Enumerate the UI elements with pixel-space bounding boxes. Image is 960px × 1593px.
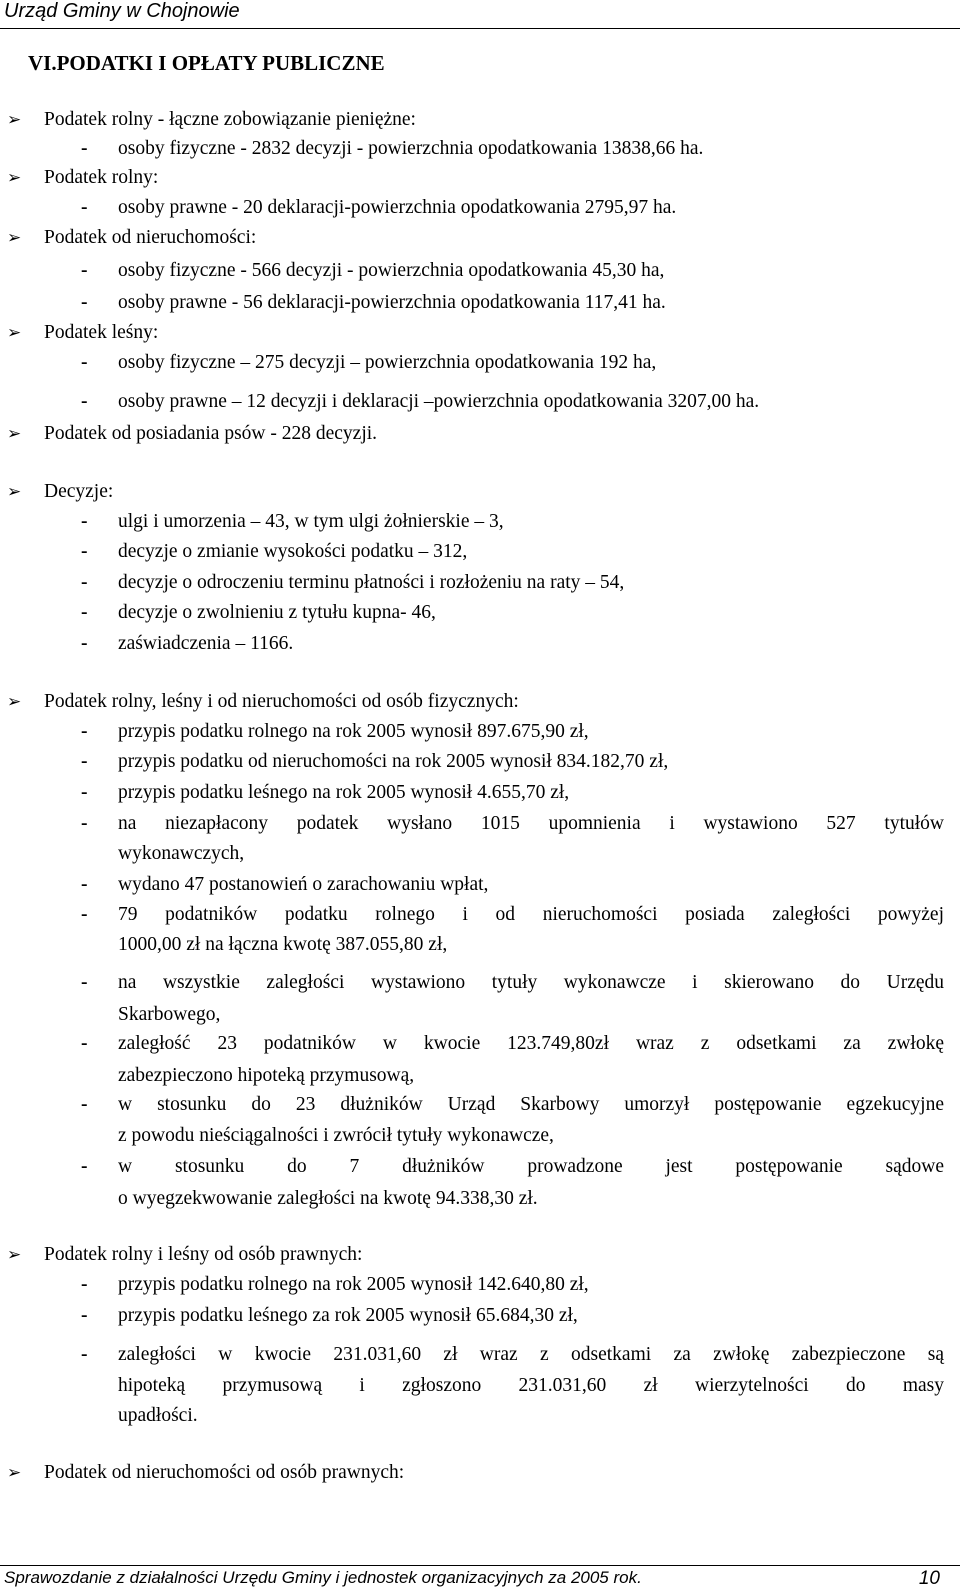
dash-marker: - [81, 1156, 88, 1177]
dash-marker: - [81, 874, 88, 895]
dash-marker: - [81, 1274, 88, 1295]
bullet-heading: Podatek rolny: [44, 167, 159, 188]
sub-item-text: 79 podatników podatku rolnego i od nieruchomości posiada zaległości powyżej [118, 904, 944, 925]
arrow-bullet-icon: ➢ [7, 323, 22, 342]
sub-item-text: decyzje o zmianie wysokości podatku – 312, [118, 541, 468, 562]
continuation-text: wykonawczych, [118, 843, 245, 864]
sub-item-text: przypis podatku od nieruchomości na rok 2005 wynosił 834.182,70 zł, [118, 751, 669, 772]
sub-item-text: zaległość 23 podatników w kwocie 123.749,80zł wraz z odsetkami za zwłokę [118, 1033, 944, 1054]
header-office-name: Urząd Gminy w Chojnowie [4, 0, 240, 22]
bullet-heading: Podatek od posiadania psów - 228 decyzji. [44, 423, 378, 444]
sub-item-text: decyzje o odroczeniu terminu płatności i rozłożeniu na raty – 54, [118, 572, 625, 593]
dash-marker: - [81, 1305, 88, 1326]
header-divider [0, 28, 960, 29]
dash-marker: - [81, 292, 88, 313]
dash-marker: - [81, 782, 88, 803]
sub-item-text: na niezapłacony podatek wysłano 1015 upomnienia i wystawiono 527 tytułów [118, 813, 944, 834]
dash-marker: - [81, 391, 88, 412]
footer-report-title: Sprawozdanie z działalności Urzędu Gminy i jednostek organizacyjnych za 2005 rok. [4, 1568, 642, 1587]
arrow-bullet-icon: ➢ [7, 482, 22, 501]
sub-item-text: w stosunku do 7 dłużników prowadzone jest postępowanie sądowe [118, 1156, 944, 1177]
sub-item-text: w stosunku do 23 dłużników Urząd Skarbowy umorzył postępowanie egzekucyjne [118, 1094, 944, 1115]
bullet-heading: Podatek od nieruchomości od osób prawnych: [44, 1462, 405, 1483]
bullet-heading: Podatek leśny: [44, 322, 159, 343]
sub-item-text: zaświadczenia – 1166. [118, 633, 294, 654]
arrow-bullet-icon: ➢ [7, 1245, 22, 1264]
sub-item-text: na wszystkie zaległości wystawiono tytuły wykonawcze i skierowano do Urzędu [118, 972, 944, 993]
bullet-heading: Podatek od nieruchomości: [44, 227, 257, 248]
sub-item-text: ulgi i umorzenia – 43, w tym ulgi żołnierskie – 3, [118, 511, 504, 532]
sub-item-text: osoby fizyczne - 566 decyzji - powierzchnia opodatkowania 45,30 ha, [118, 260, 665, 281]
dash-marker: - [81, 1094, 88, 1115]
sub-item-text: przypis podatku leśnego na rok 2005 wynosił 4.655,70 zł, [118, 782, 570, 803]
sub-item-text: osoby fizyczne – 275 decyzji – powierzchnia opodatkowania 192 ha, [118, 352, 657, 373]
dash-marker: - [81, 260, 88, 281]
continuation-text: o wyegzekwowanie zaległości na kwotę 94.338,30 zł. [118, 1188, 538, 1209]
sub-item-text: osoby prawne – 12 decyzji i deklaracji –powierzchnia opodatkowania 3207,00 ha. [118, 391, 760, 412]
continuation-text: hipoteką przymusową i zgłoszono 231.031,60 zł wierzytelności do masy [118, 1375, 944, 1396]
sub-item-text: przypis podatku rolnego na rok 2005 wynosił 142.640,80 zł, [118, 1274, 589, 1295]
arrow-bullet-icon: ➢ [7, 424, 22, 443]
bullet-heading: Decyzje: [44, 481, 114, 502]
sub-item-text: osoby fizyczne - 2832 decyzji - powierzchnia opodatkowania 13838,66 ha. [118, 138, 704, 159]
bullet-heading: Podatek rolny, leśny i od nieruchomości od osób fizycznych: [44, 691, 519, 712]
sub-item-text: przypis podatku rolnego na rok 2005 wynosił 897.675,90 zł, [118, 721, 589, 742]
arrow-bullet-icon: ➢ [7, 692, 22, 711]
arrow-bullet-icon: ➢ [7, 110, 22, 129]
bullet-heading: Podatek rolny i leśny od osób prawnych: [44, 1244, 363, 1265]
dash-marker: - [81, 972, 88, 993]
dash-marker: - [81, 813, 88, 834]
dash-marker: - [81, 751, 88, 772]
dash-marker: - [81, 511, 88, 532]
dash-marker: - [81, 721, 88, 742]
sub-item-text: osoby prawne - 56 deklaracji-powierzchnia opodatkowania 117,41 ha. [118, 292, 666, 313]
sub-item-text: wydano 47 postanowień o zarachowaniu wpłat, [118, 874, 489, 895]
arrow-bullet-icon: ➢ [7, 1463, 22, 1482]
dash-marker: - [81, 138, 88, 159]
sub-item-text: osoby prawne - 20 deklaracji-powierzchnia opodatkowania 2795,97 ha. [118, 197, 677, 218]
page-number: 10 [918, 1568, 940, 1589]
dash-marker: - [81, 633, 88, 654]
sub-item-text: przypis podatku leśnego za rok 2005 wynosił 65.684,30 zł, [118, 1305, 578, 1326]
sub-item-text: decyzje o zwolnieniu z tytułu kupna- 46, [118, 602, 436, 623]
continuation-text: Skarbowego, [118, 1004, 221, 1025]
dash-marker: - [81, 572, 88, 593]
sub-item-text: zaległości w kwocie 231.031,60 zł wraz z odsetkami za zwłokę zabezpieczone są [118, 1344, 944, 1365]
continuation-text: upadłości. [118, 1405, 198, 1426]
dash-marker: - [81, 602, 88, 623]
arrow-bullet-icon: ➢ [7, 228, 22, 247]
dash-marker: - [81, 352, 88, 373]
continuation-text: 1000,00 zł na łączna kwotę 387.055,80 zł, [118, 934, 448, 955]
continuation-text: z powodu nieściągalności i zwrócił tytuły wykonawcze, [118, 1125, 554, 1146]
dash-marker: - [81, 1033, 88, 1054]
dash-marker: - [81, 197, 88, 218]
continuation-text: zabezpieczono hipoteką przymusową, [118, 1065, 415, 1086]
section-title: VI.PODATKI I OPŁATY PUBLICZNE [28, 51, 385, 75]
bullet-heading: Podatek rolny - łączne zobowiązanie pieniężne: [44, 109, 416, 130]
dash-marker: - [81, 541, 88, 562]
dash-marker: - [81, 904, 88, 925]
arrow-bullet-icon: ➢ [7, 168, 22, 187]
dash-marker: - [81, 1344, 88, 1365]
footer-divider [0, 1565, 960, 1566]
